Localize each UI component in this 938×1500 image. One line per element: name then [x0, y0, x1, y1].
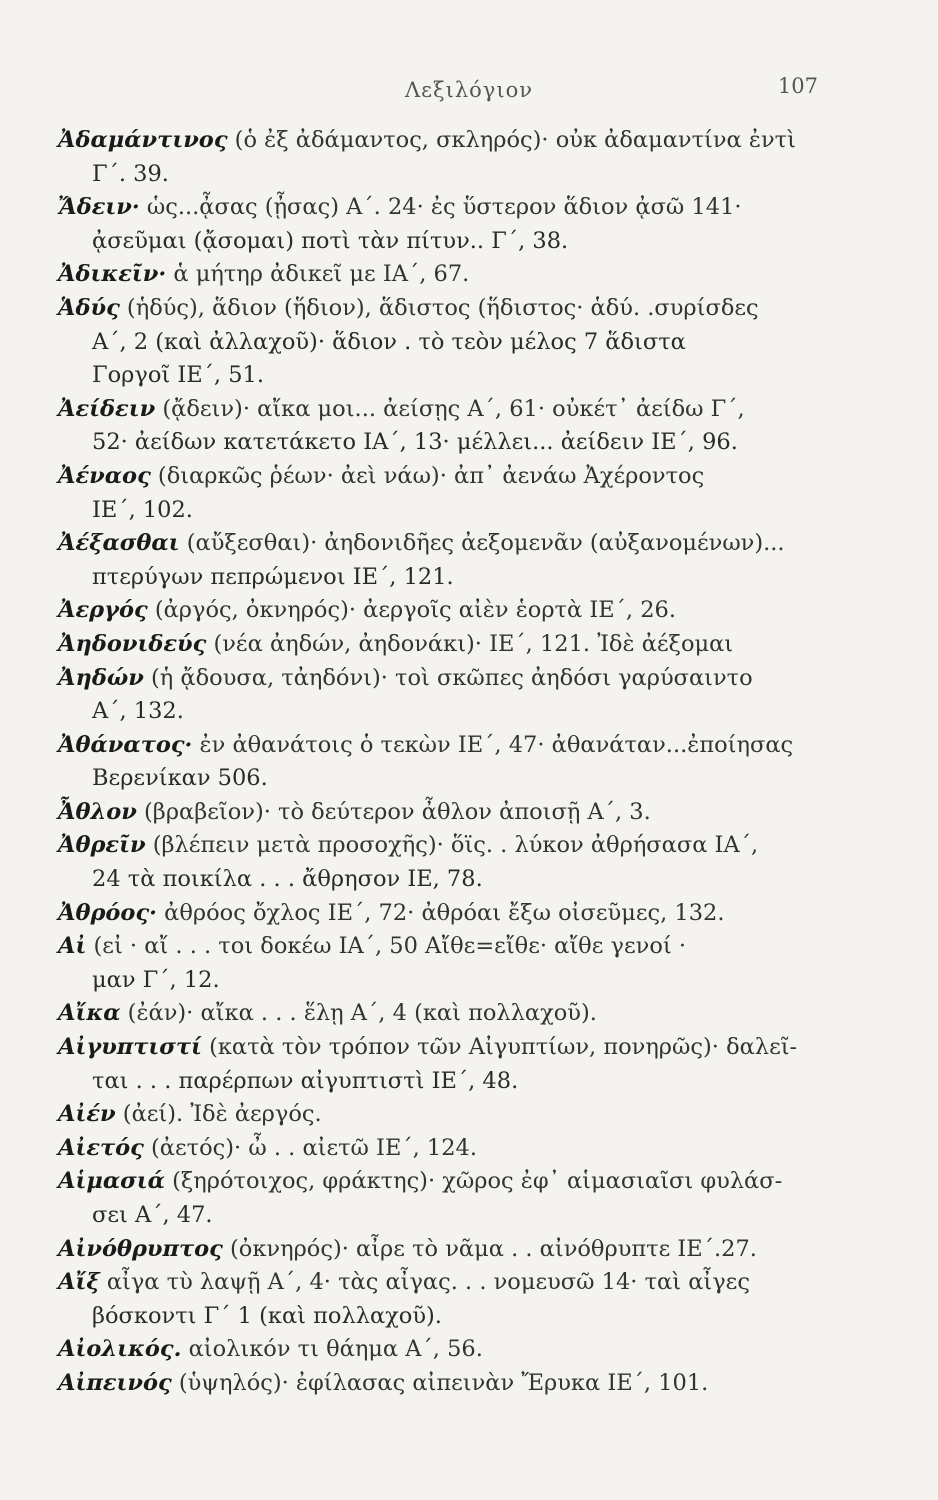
- entry-continuation-line: μαν Γ΄, 12.: [92, 966, 220, 993]
- entry-first-line: [58, 1266, 818, 1300]
- entry-first-line: [58, 1333, 818, 1367]
- lexicon-entry: [58, 930, 818, 997]
- lexicon-entry: [58, 292, 818, 393]
- entry-first-line: [58, 258, 818, 292]
- lexicon-entry: [58, 796, 818, 830]
- entry-headword: Ἀέξασθαι: [58, 530, 180, 557]
- entry-text: (ἀεί). Ἰδὲ ἀεργός.: [115, 1101, 322, 1128]
- entry-text: (ἡ ᾄδουσα, τἀηδόνι)· τοὶ σκῶπες ἀηδόσι γαρύσαιντο: [143, 664, 753, 691]
- entry-first-line: [58, 191, 818, 225]
- entry-continuation-line: ΙΕ΄, 102.: [92, 496, 193, 523]
- entry-first-line: [58, 124, 818, 158]
- entry-first-line: [58, 1367, 818, 1401]
- entry-first-line: [58, 527, 818, 561]
- entry-continuation-line: Βερενίκαν 506.: [92, 765, 268, 792]
- entry-continuation-line: βόσκοντι Γ΄ 1 (καὶ πολλαχοῦ).: [92, 1302, 442, 1329]
- lexicon-entry: [58, 1132, 818, 1166]
- entry-headword: Ἀεργός: [58, 597, 148, 624]
- entry-headword: Αἰγυπτιστί: [58, 1034, 202, 1061]
- entry-text: (βλέπειν μετὰ προσοχῆς)· ὅϊς. . λύκον ἀθρήσασα ΙΑ΄,: [145, 832, 759, 859]
- entry-continuation-line: Α΄, 2 (καὶ ἀλλαχοῦ)· ἅδιον . τὸ τεὸν μέλος 7 ἅδιστα: [92, 328, 686, 355]
- entry-headword: Αἰέν: [58, 1101, 116, 1128]
- entry-first-line: [58, 1031, 818, 1065]
- entry-continuation-line: ται . . . παρέρπων αἰγυπτιστὶ ΙΕ΄, 48.: [92, 1067, 519, 1094]
- entry-text: ἀθρόος ὄχλος ΙΕ΄, 72· ἀθρόαι ἔξω οἰσεῦμες, 132.: [156, 899, 725, 926]
- lexicon-entry: [58, 1233, 818, 1267]
- lexicon-entry: [58, 628, 818, 662]
- entry-first-line: [58, 897, 818, 931]
- lexicon-entry: [58, 997, 818, 1031]
- lexicon-entry: [58, 729, 818, 796]
- entry-first-line: [58, 662, 818, 696]
- entry-headword: Ἀθρόος·: [58, 899, 157, 926]
- entry-text: αἰολικόν τι θάημα Α΄, 56.: [181, 1336, 483, 1363]
- entry-text: (ἡδύς), ἅδιον (ἥδιον), ἅδιστος (ἥδιστος· ἁδύ. .συρίσδες: [119, 294, 759, 321]
- entry-first-line: [58, 1165, 818, 1199]
- entry-text: ἐν ἀθανάτοις ὁ τεκὼν ΙΕ΄, 47· ἀθανάταν...ἐποίησας: [192, 731, 794, 758]
- entry-first-line: [58, 1132, 818, 1166]
- entry-text: (ὀκνηρός)· αἶρε τὸ νᾶμα . . αἰνόθρυπτε ΙΕ΄.27.: [222, 1235, 757, 1262]
- lexicon-entry: [58, 1333, 818, 1367]
- lexicon-entry: [58, 527, 818, 594]
- entry-text: (ᾄδειν)· αἴκα μοι... ἀείσῃς Α΄, 61· οὐκέτ᾽ ἀείδω Γ΄,: [155, 395, 745, 422]
- entry-text: (αὔξεσθαι)· ἀηδονιδῆες ἀεξομενᾶν (αὐξανομένων)...: [179, 530, 785, 557]
- lexicon-body: [58, 124, 818, 1401]
- entry-headword: Ἆθλον: [58, 798, 137, 825]
- entry-text: (ὑψηλός)· ἐφίλασας αἰπεινὰν Ἔρυκα ΙΕ΄, 101.: [171, 1369, 709, 1396]
- entry-first-line: [58, 997, 818, 1031]
- lexicon-entry: [58, 124, 818, 191]
- entry-continuation-line: Γοργοῖ ΙΕ΄, 51.: [92, 362, 265, 389]
- entry-first-line: [58, 292, 818, 326]
- entry-first-line: [58, 729, 818, 763]
- lexicon-entry: [58, 1266, 818, 1333]
- lexicon-entry: [58, 1098, 818, 1132]
- entry-text: (ὁ ἐξ ἀδάμαντος, σκληρός)· οὐκ ἀδαμαντίνα ἐντὶ: [227, 127, 796, 153]
- entry-text: (ἀετός)· ὦ . . αἰετῶ ΙΕ΄, 124.: [143, 1134, 478, 1161]
- lexicon-entry: [58, 897, 818, 931]
- page-number: 107: [777, 74, 818, 98]
- entry-headword: Ἁδύς: [58, 294, 120, 321]
- entry-headword: Ἀείδειν: [58, 395, 156, 422]
- entry-headword: Ἀδαμάντινος: [58, 127, 228, 153]
- lexicon-entry: [58, 191, 818, 258]
- lexicon-entry: [58, 829, 818, 896]
- entry-first-line: [58, 930, 818, 964]
- entry-continuation-line: πτερύγων πεπρώμενοι ΙΕ΄, 121.: [92, 563, 454, 590]
- entry-headword: Αἰολικός.: [58, 1336, 182, 1363]
- entry-text: (βραβεῖον)· τὸ δεύτερον ἆθλον ἀποισῇ Α΄, 3.: [136, 798, 651, 825]
- entry-continuation-line: Α΄, 132.: [92, 698, 184, 725]
- entry-headword: Ἀθρεῖν: [58, 832, 146, 859]
- entry-headword: Ἀέναος: [58, 462, 151, 489]
- entry-headword: Ἄδειν·: [58, 194, 140, 221]
- entry-first-line: [58, 393, 818, 427]
- lexicon-entry: [58, 1367, 818, 1401]
- entry-text: (νέα ἀηδών, ἀηδονάκι)· ΙΕ΄, 121. Ἰδὲ ἀέξομαι: [206, 630, 734, 657]
- entry-continuation-line: 24 τὰ ποικίλα . . . ἄθρησον ΙΕ, 78.: [92, 866, 483, 893]
- entry-continuation-line: ᾀσεῦμαι (ᾄσομαι) ποτὶ τὰν πίτυν.. Γ΄, 38.: [92, 227, 569, 254]
- entry-continuation-line: Γ΄. 39.: [92, 160, 169, 187]
- entry-first-line: [58, 628, 818, 662]
- entry-first-line: [58, 1233, 818, 1267]
- entry-first-line: [58, 1098, 818, 1132]
- entry-text: (εἰ · αἴ . . . τοι δοκέω ΙΑ΄, 50 Αἴθε=εἴθε· αἴθε γενοί ·: [86, 933, 686, 960]
- lexicon-entry: [58, 258, 818, 292]
- entry-text: ὡς...ᾆσας (ᾖσας) Α΄. 24· ἐς ὕστερον ἅδιον ᾀσῶ 141·: [139, 194, 742, 221]
- lexicon-entry: [58, 594, 818, 628]
- page-header: [0, 74, 938, 108]
- lexicon-entry: [58, 662, 818, 729]
- entry-headword: Αἰ: [58, 933, 87, 960]
- entry-headword: Αἱμασιά: [58, 1168, 165, 1195]
- entry-headword: Αἴκα: [58, 1000, 121, 1027]
- entry-first-line: [58, 796, 818, 830]
- entry-headword: Ἀθάνατος·: [58, 731, 193, 758]
- entry-headword: Ἀδικεῖν·: [58, 261, 167, 288]
- lexicon-entry: [58, 460, 818, 527]
- entry-text: (διαρκῶς ῥέων· ἀεὶ νάω)· ἀπ᾽ ἀενάω Ἀχέροντος: [150, 462, 705, 489]
- lexicon-entry: [58, 1031, 818, 1098]
- entry-headword: Αἰπεινός: [58, 1369, 172, 1396]
- entry-headword: Ἀηδών: [58, 664, 144, 691]
- entry-text: ἁ μήτηρ ἀδικεῖ με ΙΑ΄, 67.: [166, 261, 470, 288]
- entry-first-line: [58, 594, 818, 628]
- entry-text: (κατὰ τὸν τρόπον τῶν Αἰγυπτίων, πονηρῶς)· δαλεῖ-: [201, 1034, 798, 1061]
- entry-text: (ἐάν)· αἴκα . . . ἕλῃ Α΄, 4 (καὶ πολλαχοῦ).: [120, 1000, 597, 1027]
- entry-text: (ξηρότοιχος, φράκτης)· χῶρος ἐφ᾽ αἱμασιαῖσι φυλάσ-: [164, 1168, 783, 1195]
- entry-continuation-line: 52· ἀείδων κατετάκετο ΙΑ΄, 13· μέλλει... ἀείδειν ΙΕ΄, 96.: [92, 429, 738, 456]
- entry-first-line: [58, 829, 818, 863]
- lexicon-entry: [58, 393, 818, 460]
- entry-continuation-line: σει Α΄, 47.: [92, 1202, 213, 1228]
- lexicon-entry: [58, 1165, 818, 1232]
- entry-first-line: [58, 460, 818, 494]
- entry-headword: Αἰετός: [58, 1134, 144, 1161]
- entry-headword: Ἀηδονιδεύς: [58, 630, 207, 657]
- entry-headword: Αἴξ: [58, 1269, 100, 1296]
- entry-text: αἶγα τὺ λαψῇ Α΄, 4· τὰς αἶγας. . . νομευσῶ 14· ταὶ αἶγες: [99, 1269, 750, 1296]
- entry-headword: Αἰνόθρυπτος: [58, 1235, 223, 1262]
- entry-text: (ἀργός, ὀκνηρός)· ἀεργοῖς αἰὲν ἑορτὰ ΙΕ΄, 26.: [147, 597, 677, 624]
- running-head: Λεξιλόγιον: [405, 78, 533, 102]
